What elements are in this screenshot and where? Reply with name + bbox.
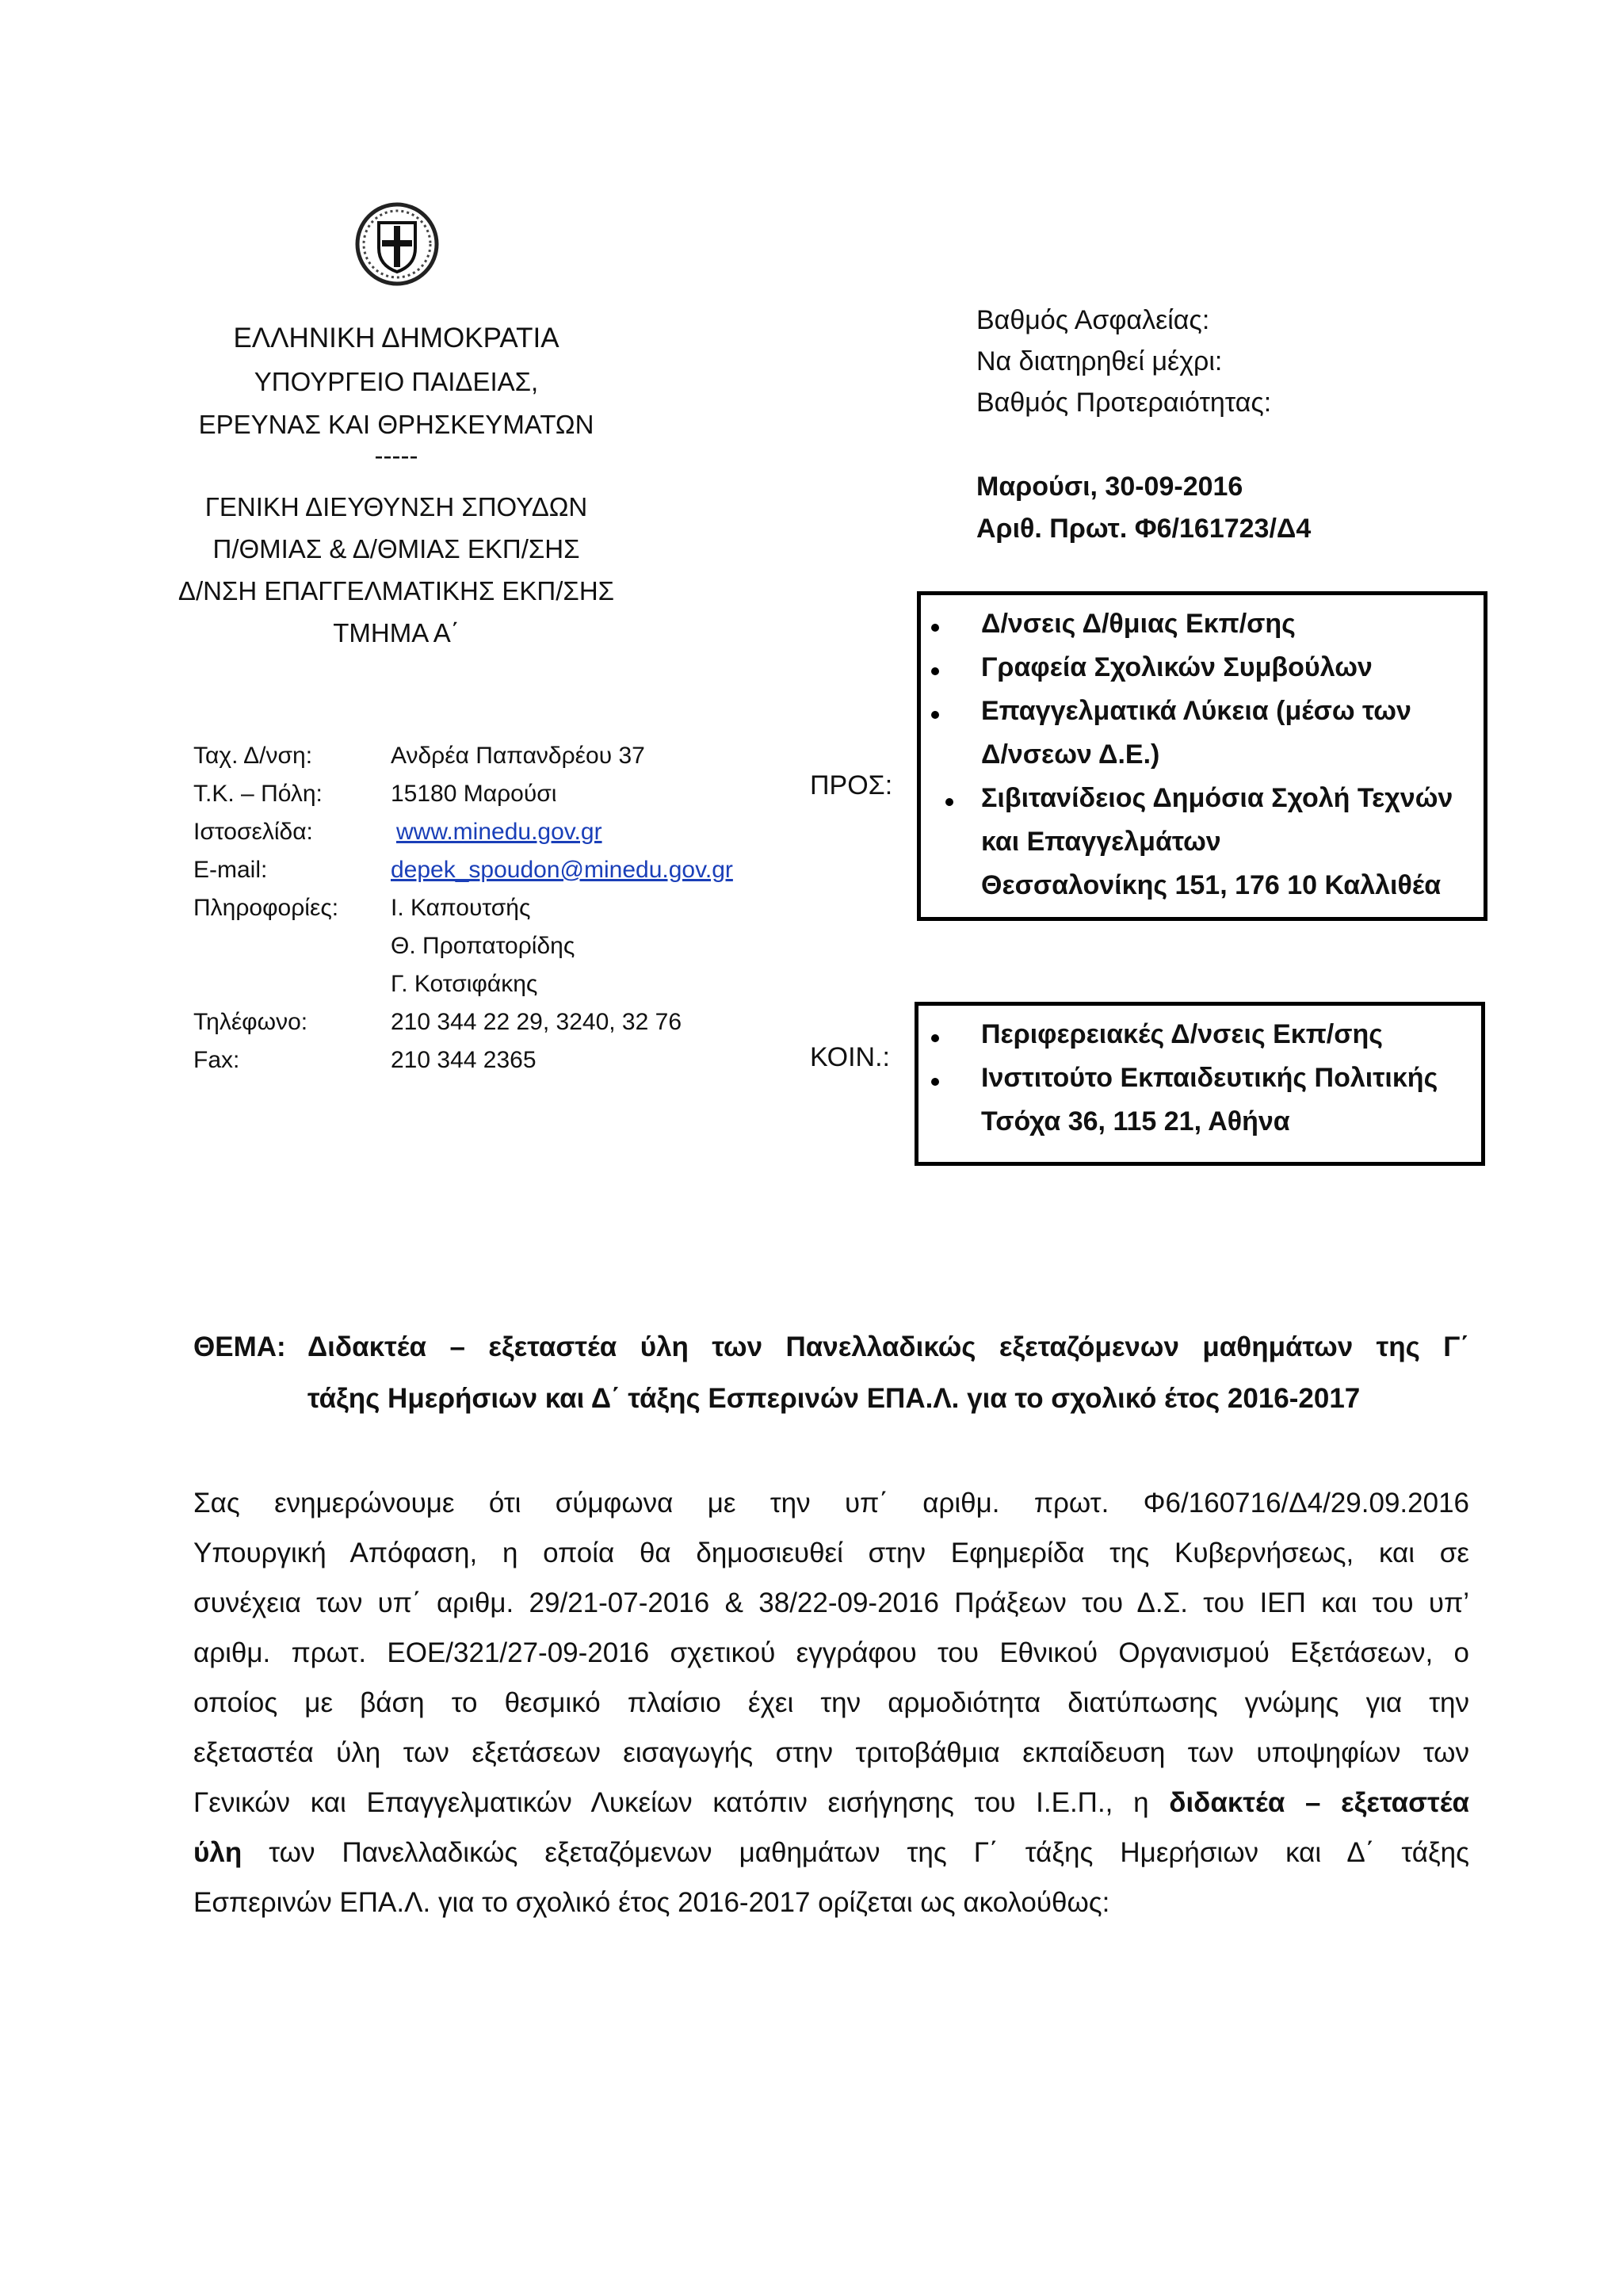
recipient-4-cont: και Επαγγελμάτων — [981, 827, 1221, 857]
phone-label: Τηλέφωνο: — [193, 1009, 308, 1035]
email-link[interactable]: depek_spoudon@minedu.gov.gr — [391, 857, 733, 883]
body-line-7-text: Γενικών και Επαγγελματικών Λυκείων κατόπιν εισήγησης του Ι.Ε.Π., η — [193, 1787, 1170, 1818]
body-line-9: Εσπερινών ΕΠΑ.Λ. για το σχολικό έτος 2016-2017 ορίζεται ως ακολούθως: — [193, 1887, 1110, 1918]
body-line-7 — [193, 1787, 1469, 1819]
body-line-3: συνέχεια των υπ΄ αριθμ. 29/21-07-2016 & 38/22-09-2016 Πράξεων του Δ.Σ. του ΙΕΠ και του υπ’ — [193, 1587, 1469, 1618]
address-value: Ανδρέα Παπανδρέου 37 — [391, 743, 645, 769]
body-line-2: Υπουργική Απόφαση, η οποία θα δημοσιευθεί στην Εφημερίδα της Κυβερνήσεως, και σε — [193, 1538, 1469, 1568]
body-line-1: Σας ενημερώνουμε ότι σύμφωνα με την υπ΄ αριθμ. πρωτ. Φ6/160716/Δ4/29.09.2016 — [193, 1488, 1469, 1519]
cc-2-address: Τσόχα 36, 115 21, Αθήνα — [981, 1106, 1290, 1137]
recipient-2: Γραφεία Σχολικών Συμβούλων — [981, 652, 1373, 682]
place-date: Μαρούσι, 30-09-2016 — [976, 472, 1243, 502]
email-label: E-mail: — [193, 857, 268, 883]
bullet — [931, 624, 939, 632]
body-line-5: οποίος με βάση το θεσμικό πλαίσιο έχει την αρμοδιότητα διατύπωσης γνώμης για την — [193, 1687, 1469, 1718]
fax-label: Fax: — [193, 1047, 240, 1073]
website-link[interactable]: www.minedu.gov.gr — [396, 819, 602, 845]
info-person-1: Ι. Καπουτσής — [391, 895, 531, 921]
body-line-8 — [193, 1837, 1469, 1869]
body-line-4: αριθμ. πρωτ. ΕΟΕ/321/27-09-2016 σχετικού εγγράφου του Εθνικού Οργανισμού Εξετάσεων, ο — [193, 1637, 1469, 1668]
bullet — [931, 1034, 939, 1042]
body-line-8-bold: ύλη — [193, 1837, 242, 1868]
body-line-7-bold: διδακτέα – εξεταστέα — [1169, 1787, 1470, 1818]
info-label: Πληροφορίες: — [193, 895, 339, 921]
header-dept-4: ΤΜΗΜΑ Α΄ — [333, 618, 460, 648]
recipient-3: Επαγγελματικά Λύκεια (μέσω των — [981, 696, 1411, 726]
cc-label: ΚΟΙΝ.: — [810, 1042, 890, 1072]
priority-level: Βαθμός Προτεραιότητας: — [976, 388, 1272, 418]
address-label: Ταχ. Δ/νση: — [193, 743, 313, 769]
header-ministry-2: ΕΡΕΥΝΑΣ ΚΑΙ ΘΡΗΣΚΕΥΜΑΤΩΝ — [198, 410, 594, 439]
subject-line-1: Διδακτέα – εξεταστέα ύλη των Πανελλαδικώς εξεταζόμενων μαθημάτων της Γ΄ — [307, 1331, 1469, 1362]
bullet — [945, 798, 953, 806]
security-level: Βαθμός Ασφαλείας: — [976, 305, 1210, 335]
cc-1: Περιφερειακές Δ/νσεις Εκπ/σης — [981, 1019, 1383, 1049]
bullet — [931, 667, 939, 675]
subject-line-2: τάξης Ημερήσιων και Δ΄ τάξης Εσπερινών ΕΠΑ.Λ. για το σχολικό έτος 2016-2017 — [307, 1383, 1361, 1414]
subject-label: ΘΕΜΑ: — [193, 1331, 286, 1362]
recipient-4: Σιβιτανίδειος Δημόσια Σχολή Τεχνών — [981, 783, 1453, 813]
info-person-3: Γ. Κοτσιφάκης — [391, 971, 538, 997]
city-value: 15180 Μαρούσι — [391, 781, 557, 807]
info-person-2: Θ. Προπατορίδης — [391, 933, 575, 959]
recipient-3-cont: Δ/νσεων Δ.Ε.) — [981, 739, 1160, 770]
body-line-6: εξεταστέα ύλη των εξετάσεων εισαγωγής στην τριτοβάθμια εκπαίδευση των υποψηφίων των — [193, 1737, 1469, 1768]
header-separator: ----- — [374, 441, 418, 470]
header-dept-2: Π/ΘΜΙΑΣ & Δ/ΘΜΙΑΣ ΕΚΠ/ΣΗΣ — [212, 534, 580, 563]
keep-until: Να διατηρηθεί μέχρι: — [976, 346, 1223, 376]
cc-2: Ινστιτούτο Εκπαιδευτικής Πολιτικής — [981, 1063, 1438, 1093]
greek-coat-of-arms-emblem — [353, 201, 441, 288]
to-label: ΠΡΟΣ: — [810, 770, 893, 800]
city-label: Τ.Κ. – Πόλη: — [193, 781, 323, 807]
header-republic: ΕΛΛΗΝΙΚΗ ΔΗΜΟΚΡΑΤΙΑ — [233, 323, 559, 353]
recipient-4-address: Θεσσαλονίκης 151, 176 10 Καλλιθέα — [981, 870, 1442, 900]
protocol-number: Αριθ. Πρωτ. Φ6/161723/Δ4 — [976, 514, 1312, 544]
bullet — [931, 711, 939, 719]
header-ministry-1: ΥΠΟΥΡΓΕΙΟ ΠΑΙΔΕΙΑΣ, — [254, 367, 539, 396]
header-dept-3: Δ/ΝΣΗ ΕΠΑΓΓΕΛΜΑΤΙΚΗΣ ΕΚΠ/ΣΗΣ — [178, 576, 615, 606]
website-label: Ιστοσελίδα: — [193, 819, 313, 845]
header-dept-1: ΓΕΝΙΚΗ ΔΙΕΥΘΥΝΣΗ ΣΠΟΥΔΩΝ — [204, 492, 588, 521]
phone-value: 210 344 22 29, 3240, 32 76 — [391, 1009, 682, 1035]
fax-value: 210 344 2365 — [391, 1047, 537, 1073]
recipient-1: Δ/νσεις Δ/θμιας Εκπ/σης — [981, 609, 1296, 639]
bullet — [931, 1078, 939, 1086]
body-line-8-text: των Πανελλαδικώς εξεταζόμενων μαθημάτων της Γ΄ τάξης Ημερήσιων και Δ΄ τάξης — [242, 1837, 1469, 1868]
